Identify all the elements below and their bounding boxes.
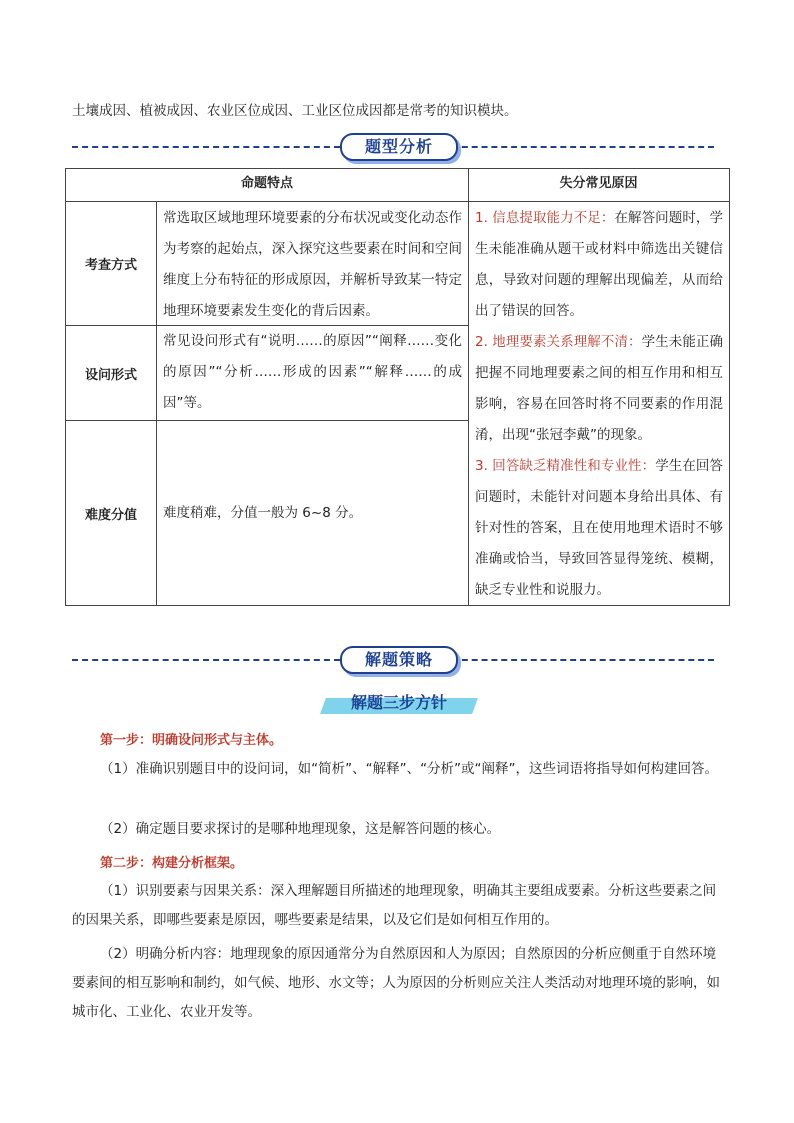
section-header-strategy <box>68 643 718 673</box>
table-header-reasons: 失分常见原因 <box>559 176 638 191</box>
step2-title: 第二步：构建分析框架。 <box>100 856 244 871</box>
reason-item: 2. 地理要素关系理解不清：学生未能正确把握不同地理要素之间的相互作用和相互影响，容易在回答时将不同要素的作用混淆，出现“张冠李戴”的现象。 <box>475 334 723 443</box>
step1-title: 第一步：明确设问形式与主体。 <box>100 733 283 748</box>
step2-paragraph-1: （1）识别要素与因果关系：深入理解题目所描述的地理现象，明确其主要组成要素。分析这些要素之间的因果关系，即哪些要素是原因，哪些要素是结果，以及它们是如何相互作用的。 <box>72 883 717 928</box>
step1-paragraph-2: （2）确定题目要求探讨的是哪种地理现象，这是解答问题的核心。 <box>100 821 501 837</box>
divider-right <box>452 659 714 661</box>
divider-right <box>452 146 714 148</box>
intro-text: 土壤成因、植被成因、农业区位成因、工业区位成因都是常考的知识模块。 <box>72 103 518 119</box>
row-text-method: 常选取区域地理环境要素的分布状况或变化动态作为考察的起始点，深入探究这些要素在时间和空间维度上分布特征的形成原因，并解析导致某一特定地理环境要素发生变化的背后因素。 <box>163 210 462 319</box>
step2-paragraph-2: （2）明确分析内容：地理现象的原因通常分为自然原因和人为原因；自然原因的分析应侧重于自然环境要素间的相互影响和制约，如气候、地形、水文等；人为原因的分析则应关注人类活动对地理环境的影响，如城市化、工业化、农业开发等。 <box>72 946 720 1020</box>
table-header-features: 命题特点 <box>240 176 293 191</box>
step1-paragraph-1: （1）准确识别题目中的设问词，如“简析”、“解释”、“分析”或“阐释”，这些词语将指导如何构建回答。 <box>100 761 719 777</box>
reason-item: 3. 回答缺乏精准性和专业性：学生在回答问题时，未能针对问题本身给出具体、有针对性的答案，且在使用地理术语时不够准确或恰当，导致回答显得笼统、模糊，缺乏专业性和说服力。 <box>475 458 723 598</box>
row-label-method: 考查方式 <box>84 258 137 273</box>
section-title: 题型分析 <box>340 133 458 161</box>
analysis-table <box>65 168 730 606</box>
subtitle-banner <box>323 690 475 716</box>
section-header-analysis <box>68 130 718 160</box>
reasons-list <box>469 203 729 603</box>
row-label-question: 设问形式 <box>84 367 137 383</box>
row-label-difficulty: 难度分值 <box>84 508 137 523</box>
subtitle-text: 解题三步方针 <box>350 693 447 712</box>
divider-left <box>72 146 340 148</box>
section-title: 解题策略 <box>340 646 458 674</box>
divider-left <box>72 659 340 661</box>
row-text-difficulty: 难度稍难，分值一般为 6~8 分。 <box>163 505 363 521</box>
reason-item: 1. 信息提取能力不足：在解答问题时，学生未能准确从题干或材料中筛选出关键信息，导致对问题的理解出现偏差，从而给出了错误的回答。 <box>475 210 723 319</box>
row-text-question: 常见设问形式有“说明……的原因”“阐释……变化的原因”“分析……形成的因素”“解释……的成因”等。 <box>163 333 462 411</box>
